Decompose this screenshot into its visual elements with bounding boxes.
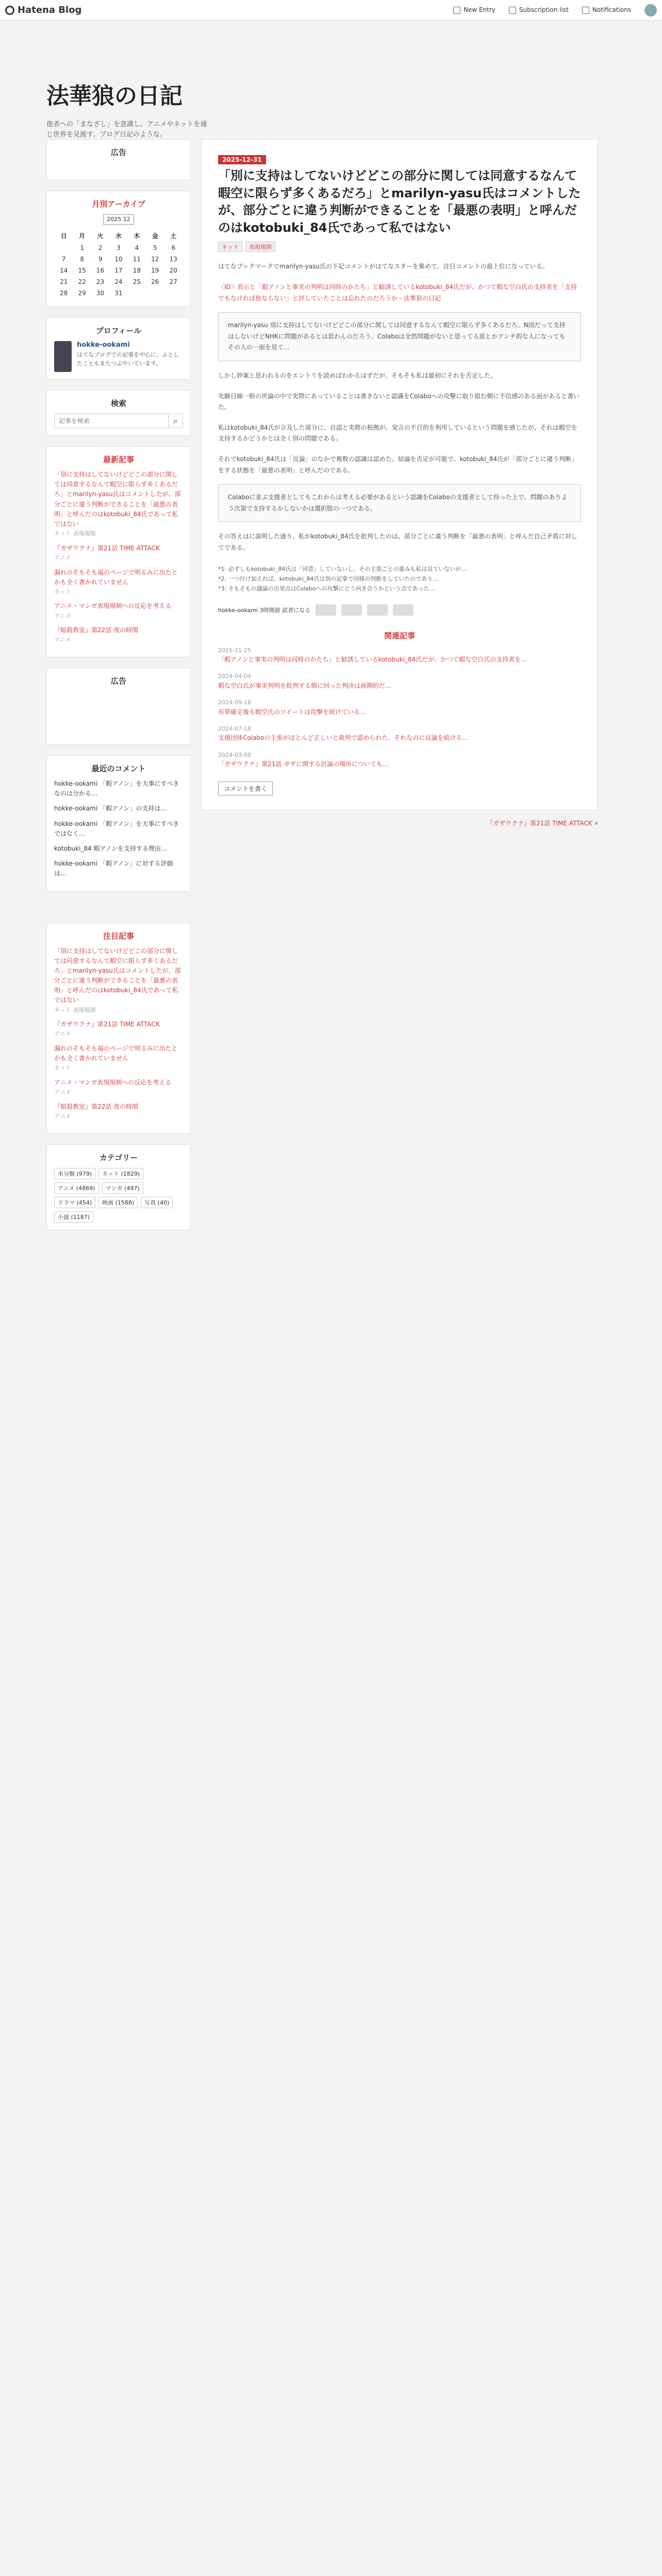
ad-widget <box>46 139 191 180</box>
ad-widget-2 <box>46 668 191 745</box>
calendar-weekday: 木 <box>134 232 140 240</box>
paragraph-6: その答えはに説明した通り、私がkotobuki_84氏を批判したのは、部分ごとに違う判断を「最悪の表明」と呼んだ自己矛盾に対してである。 <box>218 533 577 551</box>
user-avatar[interactable] <box>644 4 657 16</box>
calendar-day[interactable]: 28 <box>60 290 68 297</box>
category-link[interactable]: アニメ (4869) <box>54 1182 99 1194</box>
related-item[interactable] <box>218 672 581 691</box>
article-date[interactable]: 2025-12-31 <box>218 155 266 164</box>
list-icon <box>509 7 516 14</box>
recent-entry[interactable] <box>54 601 183 620</box>
profile-text: はてなブログでの記事を中心に、ふとしたこともまたつぶやいています。 <box>77 351 179 367</box>
related-date: 2024-04-04 <box>218 673 251 680</box>
calendar-day[interactable]: 3 <box>117 244 121 251</box>
blog-header <box>0 21 662 139</box>
related-title-link[interactable]: 「暇アノンと事実の判明は同時のかたち」と勧誘しているkotobuki_84氏だが、かつて暇な空白氏の支持者を… <box>218 656 527 664</box>
calendar-day[interactable]: 27 <box>169 278 177 285</box>
comment-entry[interactable] <box>54 779 183 799</box>
facebook-button[interactable] <box>367 604 388 616</box>
calendar-day <box>128 288 145 298</box>
calendar-day <box>146 288 163 298</box>
pager <box>201 819 598 827</box>
category-link[interactable]: 小説 (1187) <box>54 1211 93 1223</box>
search-icon[interactable]: ⌕ <box>168 414 183 428</box>
calendar-day[interactable]: 5 <box>153 244 157 251</box>
search-input[interactable] <box>55 414 168 428</box>
next-entry-link[interactable]: 『ガザウクナ』第21話 TIME ATTACK » <box>487 820 598 827</box>
calendar-day[interactable]: 9 <box>98 256 103 263</box>
related-item[interactable] <box>218 724 581 743</box>
popular-widget <box>46 923 191 1134</box>
calendar-day[interactable]: 6 <box>171 244 176 251</box>
popular-entry-meta: ネット 表現規制 <box>54 1006 96 1013</box>
calendar-day[interactable]: 7 <box>61 256 66 263</box>
calendar-day[interactable]: 25 <box>133 278 141 285</box>
popular-entry-meta: ネット <box>54 1064 71 1072</box>
quote-2: Colaboに並ぶ支援者としてもこれからは考える必要があるという認識をColaboの支援者として持った上で、問題のありよう次第で支持するかしないかは選択肢の一つである。 <box>218 484 581 522</box>
comment-text: 「暇アノン」を大事にすべきなのは分かる… <box>54 780 179 798</box>
pencil-icon <box>453 7 460 14</box>
paragraph-4: 私はkotobuki_84氏が言及した部分に、自認と実際の根拠が、発言の不目的を利用しているという問題を感じたが、それは暇空を支持するかどうかとは全く別の問題である。 <box>218 423 577 443</box>
calendar-day <box>55 243 72 253</box>
related-date: 2025-11-25 <box>218 647 251 654</box>
category-tag[interactable]: 表現規制 <box>245 242 275 252</box>
profile-title: プロフィール <box>95 326 142 335</box>
calendar-day[interactable]: 18 <box>133 267 141 274</box>
paragraph-2: しかし妙案と思われるのをエントリを読めばわかるはずだが、そもそも私は最初にそれを否定した。 <box>218 371 497 379</box>
quote-1: marilyn-yasu 別に支持はしてないけどどこの部分に関しては同意するなんて暇空に限らず多くあるだろ。N国だって支持はしないけどNHKに問題があるとは思わんのだろう。Colaboは全然問題がないと思ってる派とかアンチ的な人になってもその人の一面を見て… <box>218 312 581 361</box>
comment-text: 「暇アノン」を大事にすべきではなく… <box>54 820 179 837</box>
popular-entry[interactable] <box>54 946 183 1015</box>
recent-entry-meta: アニメ <box>54 636 71 643</box>
footnote: *3: そもそもの議論の出発点はColaboへの攻撃にどう向き合うかという点であった… <box>218 585 435 592</box>
calendar-day[interactable]: 10 <box>114 256 123 263</box>
archive-title: 月別アーカイブ <box>92 199 145 209</box>
calendar-day[interactable]: 15 <box>78 267 86 274</box>
calendar-day[interactable]: 17 <box>114 267 123 274</box>
hatena-brand[interactable] <box>5 5 81 15</box>
popular-entry[interactable] <box>54 1020 183 1039</box>
comment-user[interactable]: hokke-ookami <box>54 820 100 827</box>
related-item[interactable] <box>218 698 581 717</box>
write-comment-button[interactable]: コメントを書く <box>218 782 273 795</box>
paragraph-3: 先験目線一般の世論の中で実際にあっていることは書きないと認識をColaboへの攻撃に取り組む側に不信感のある面があると書いた。 <box>218 392 580 411</box>
related-title-link[interactable]: 「ガザウクナ』第21話 ガザに関する討論の場所についても… <box>218 760 389 768</box>
categories-widget <box>46 1144 191 1230</box>
comment-user[interactable]: hokke-ookami <box>54 860 100 868</box>
article <box>201 139 598 810</box>
related-title-link[interactable]: 暇な空白氏が事実判明を批判する側に回った判決は画期的だ… <box>218 682 392 689</box>
calendar-day[interactable]: 20 <box>169 267 177 274</box>
comment-text: 「暇アノン」に対する評価は… <box>54 860 173 877</box>
archive-widget <box>46 191 191 307</box>
bookmark-button[interactable] <box>341 604 362 616</box>
comment-text: 暇アノンを支持する理由… <box>93 844 168 852</box>
recent-entry-meta: ネット <box>54 588 71 595</box>
category-link[interactable]: ネット (1829) <box>98 1168 143 1179</box>
paragraph-5: それでkotobuki_84氏は「反論」のなかで複数の認識は認めた。結論を否定が可能で、kotobuki_84氏が「部分ごとに違う判断」をする状態を「最悪の表明」と呼んだのである。 <box>218 455 578 474</box>
blog-description: 他者への「まなざし」を意識し、アニメやネットを通じ世界を見渡す、ブログ日記のような。 <box>46 121 207 139</box>
brand-label: Hatena Blog <box>18 5 82 15</box>
main-content <box>201 139 598 902</box>
calendar-day[interactable]: 8 <box>80 256 84 263</box>
share-label: hokke-ookami 3時間前 読者になる <box>218 606 311 614</box>
recent-entry[interactable] <box>54 470 183 538</box>
calendar-day[interactable]: 23 <box>96 278 105 285</box>
recent-title: 最新記事 <box>103 455 134 464</box>
related-section <box>218 630 581 770</box>
recent-entry-meta: アニメ <box>54 554 71 561</box>
calendar-weekday: 水 <box>115 232 122 240</box>
recent-entry-title[interactable]: 『暗殺教室』第22話 夜の時間 <box>54 626 139 634</box>
calendar-day[interactable]: 13 <box>169 256 177 263</box>
sidebar <box>46 139 191 902</box>
recent-entry-title[interactable]: 『ガザウクナ』第21話 TIME ATTACK <box>54 544 160 552</box>
paragraph-1: はてなブックマークでmarilyn-yasu氏の下記コメントがはてなスターを集めて、注目コメントの最上位になっている。 <box>218 263 549 270</box>
new-entry-link[interactable]: New Entry <box>453 6 495 14</box>
subscription-link[interactable]: Subscription list <box>509 6 569 14</box>
calendar-day[interactable]: 29 <box>78 290 86 297</box>
related-title-link[interactable]: 支援団体Colaboの主張がほとんど正しいと裁判で認められた、それなのに反論を続ける… <box>218 734 469 742</box>
search-title: 検索 <box>110 399 126 408</box>
profile-avatar[interactable] <box>54 341 72 372</box>
calendar-day[interactable]: 11 <box>133 256 141 263</box>
comment-entry[interactable] <box>54 844 183 854</box>
recent-entry[interactable] <box>54 568 183 597</box>
calendar-day[interactable]: 16 <box>96 267 105 274</box>
calendar-day[interactable]: 30 <box>96 290 105 297</box>
popular-entry-meta: アニメ <box>54 1089 71 1096</box>
comment-entry[interactable] <box>54 859 183 878</box>
footnote: *1: 必ずしもkotobuki_84氏は「同意」していないし、その主張ごとの重みも私は見ていないが… <box>218 566 467 573</box>
category-link[interactable]: マンガ (497) <box>102 1182 143 1194</box>
comment-text: 「暇アノン」の支持は… <box>99 805 167 812</box>
blog-title[interactable]: 法華狼の日記 <box>46 83 183 109</box>
month-select[interactable]: 2025 12 <box>103 214 134 225</box>
notifications-link[interactable]: Notifications <box>582 6 631 14</box>
comment-user[interactable]: hokke-ookami <box>54 805 100 812</box>
footnotes <box>218 565 581 594</box>
profile-widget <box>46 317 191 380</box>
recent-entry-title[interactable]: 漏れのそもそも福のページで明るみに出たとかも全く書かれていません <box>54 568 178 586</box>
calendar-day[interactable]: 24 <box>114 278 123 285</box>
calendar-day[interactable]: 22 <box>78 278 86 285</box>
popular-entry[interactable] <box>54 1044 183 1073</box>
comment-user[interactable]: kotobuki_84 <box>54 844 94 852</box>
calendar-weekday: 日 <box>60 232 67 240</box>
article-title[interactable]: 「別に支持はしてないけどどこの部分に関しては同意するなんて暇空に限らず多くあるだろ」とmarilyn-yasu氏はコメントしたが、部分ごとに違う判断ができることを「最悪の表明」と呼んだのはkotobuki_84氏であって私ではない <box>218 168 581 235</box>
calendar-weekday: 金 <box>152 232 158 240</box>
x-share-button[interactable] <box>393 604 413 616</box>
hatena-logo-icon <box>5 6 14 15</box>
category-link[interactable]: 未分類 (979) <box>54 1168 95 1179</box>
category-link[interactable]: 映画 (1588) <box>98 1197 138 1208</box>
calendar-day[interactable]: 14 <box>60 267 68 274</box>
calendar-day[interactable]: 31 <box>114 290 123 297</box>
recent-entry-meta: ネット 表現規制 <box>54 530 96 537</box>
related-item[interactable] <box>218 751 581 770</box>
bell-icon <box>582 7 589 14</box>
calendar-day[interactable]: 19 <box>151 267 159 274</box>
calendar-weekday: 火 <box>97 232 104 240</box>
category-link[interactable]: 写真 (40) <box>141 1197 173 1208</box>
popular-entry[interactable] <box>54 1102 183 1121</box>
popular-entry-meta: アニメ <box>54 1030 71 1038</box>
recent-widget <box>46 446 191 657</box>
calendar-day[interactable]: 26 <box>151 278 159 285</box>
category-tag[interactable]: ネット <box>218 242 242 252</box>
comment-entry[interactable] <box>54 819 183 839</box>
comments-widget <box>46 755 191 892</box>
recent-entry-title[interactable]: 「別に支持はしてないけどどこの部分に関しては同意するなんて暇空に限らず多くあるだろ」とmarilyn-yasu氏はコメントしたが、部分ごとに違う判断ができることを「最悪の表明」と呼んだのはkotobuki_84氏であって私ではない <box>54 471 181 528</box>
popular-entry-meta: アニメ <box>54 1112 71 1120</box>
comment-user[interactable]: hokke-ookami <box>54 780 100 788</box>
ad-label-2: 広告 <box>110 676 126 686</box>
star-button[interactable] <box>316 604 336 616</box>
share-bar <box>218 604 581 616</box>
popular-entry-title[interactable]: 『暗殺教室』第22話 夜の時間 <box>54 1103 139 1110</box>
popular-title: 注目記事 <box>103 931 134 941</box>
calendar-day <box>165 288 182 298</box>
calendar-weekday: 土 <box>170 232 177 240</box>
category-link[interactable]: ドラマ (454) <box>54 1197 95 1208</box>
calendar-day[interactable]: 2 <box>98 244 103 251</box>
related-item[interactable] <box>218 646 581 665</box>
calendar-weekday: 月 <box>79 232 86 240</box>
comment-entry[interactable] <box>54 804 183 814</box>
popular-entry[interactable] <box>54 1078 183 1097</box>
calendar <box>54 229 183 299</box>
related-title-link[interactable]: 有罪確定後も暇空氏のツイートは攻撃を続けている… <box>218 708 367 716</box>
recent-entry[interactable] <box>54 544 183 563</box>
popular-entry-title[interactable]: 「別に支持はしてないけどどこの部分に関しては同意するなんて暇空に限らず多くあるだろ」とmarilyn-yasu氏はコメントしたが、部分ごとに違う判断ができることを「最悪の表明」と呼んだのはkotobuki_84氏であって私ではない <box>54 947 181 1004</box>
recent-entry-title[interactable]: アニメ・マンガ表現規制への反応を考える <box>54 602 172 610</box>
popular-entry-title[interactable]: 漏れのそもそも福のページで明るみに出たとかも全く書かれていません <box>54 1045 178 1062</box>
calendar-day[interactable]: 4 <box>135 244 139 251</box>
calendar-day[interactable]: 21 <box>60 278 68 285</box>
calendar-day[interactable]: 12 <box>151 256 159 263</box>
related-date: 2024-03-08 <box>218 751 251 758</box>
related-date: 2024-09-18 <box>218 699 251 706</box>
ad-label: 広告 <box>110 148 126 157</box>
popular-entry-title[interactable]: アニメ・マンガ表現規制への反応を考える <box>54 1079 172 1086</box>
related-title: 関連記事 <box>384 631 415 640</box>
search-widget <box>46 390 191 436</box>
related-date: 2024-07-18 <box>218 725 251 732</box>
recent-entry[interactable] <box>54 625 183 645</box>
top-navbar <box>0 0 662 21</box>
calendar-day[interactable]: 1 <box>80 244 84 251</box>
article-link[interactable]: 〈ID〉表示と「暇アノンと事実の判明は同時のかたち」と勧誘しているkotobuki_84氏だが、かつて暇な空白氏の支持者を「支持でもなければ他ならない」と評していたことは忘れたのだろうか - 法華狼の日記 <box>218 283 577 302</box>
profile-name[interactable]: hokke-ookami <box>77 341 130 349</box>
comments-title: 最近のコメント <box>91 764 146 774</box>
popular-entry-title[interactable]: 『ガザウクナ』第21話 TIME ATTACK <box>54 1021 160 1028</box>
categories-title: カテゴリー <box>99 1153 138 1162</box>
footnote: *2: 一つ付け加えれば、kotobuki_84氏は別の記事で同様の判断をしていたのであり… <box>218 575 439 583</box>
recent-entry-meta: アニメ <box>54 612 71 619</box>
